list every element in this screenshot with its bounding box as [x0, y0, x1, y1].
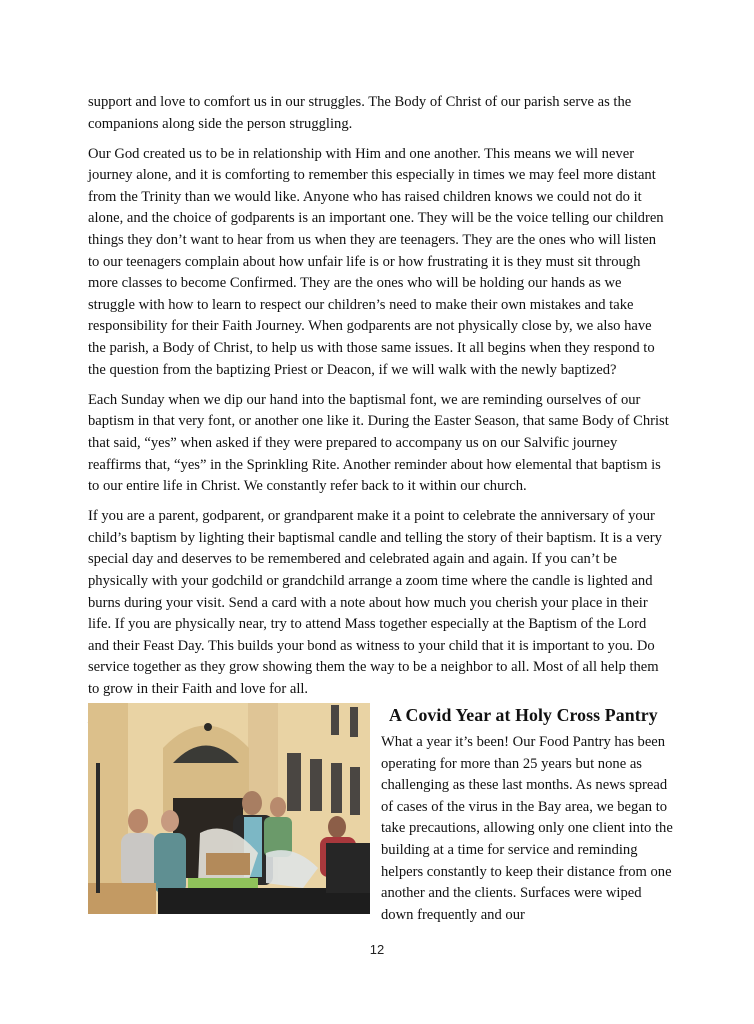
page-number: 12: [369, 942, 385, 957]
window: [350, 767, 360, 815]
person-head: [242, 791, 262, 815]
paragraph: Our God created us to be in relationship with Him and one another. This means we will never journey alone, and it is comforting to remember this especially in times we may feel more distant from the Trinity than we would like. Anyone who has raised children knows we could not do it alone, and the choice of godparents is an important one. They will be the voice telling our children things they don’t want to hear from us when they are teenagers. They are the ones who will listen to our teenagers complain about how unfair life is or how frustrating it is they must sit through more classes to become Confirmed. They are the ones who will be holding our hands as we struggle with how to learn to respect our children’s need to make their own mistakes and take responsibility for their Faith Journey. When godparents are not physically close by, we also have the parish, a Body of Christ, to help us with those same issues. It all begins when they respond to the question from the baptizing Priest or Deacon, if we will walk with the newly baptized?: [88, 145, 664, 378]
article-body: What a year it’s been! Our Food Pantry has been operating for more than 25 years but none as challenging as these last months. As news spread of cases of the virus in the Bay area, we began to take precautions, allowing only one client into the building at a time for service and reminding helpers constantly to keep their distance from one another and the clients. Surfaces were wiped down frequently and our: [381, 734, 673, 923]
paragraph: support and love to comfort us in our struggles. The Body of Christ of our parish serve as the companions along side the person struggling.: [88, 94, 632, 132]
person-head: [128, 809, 148, 833]
person-head: [270, 797, 286, 817]
paragraph: Each Sunday when we dip our hand into the baptismal font, we are reminding ourselves of our baptism in that very font, or another one like it. During the Easter Season, that same Body of Christ that said, “yes” when asked if they were prepared to accompany us on our Salvific journey reaffirms that, “yes” in the Sprinkling Rite. Another reminder about how elemental that baptism is to our entire life in Christ. We constantly refer back to it within our church.: [88, 391, 669, 495]
pantry-volunteers-photo: [88, 703, 370, 914]
lamp: [204, 723, 212, 731]
window: [287, 753, 301, 811]
window: [350, 707, 358, 737]
window: [331, 763, 342, 813]
window: [331, 705, 339, 735]
article-title: A Covid Year at Holy Cross Pantry: [389, 705, 658, 725]
person-head: [161, 810, 179, 832]
person-body: [154, 833, 186, 893]
bread: [206, 853, 250, 875]
article-godparents: [88, 92, 670, 739]
window: [310, 759, 322, 811]
person-head: [328, 816, 346, 838]
photo-illustration: [88, 703, 370, 914]
paragraph: If you are a parent, godparent, or grandparent make it a point to celebrate the anniversary of your child’s baptism by lighting their baptismal candle and telling the story of their baptism. It is a very special day and deserves to be remembered and celebrated again and again. If you can’t be physically with your godchild or grandchild arrange a zoom time where the candle is lighted and burns during your visit. Send a card with a note about how much you cherish your place in their life. If you are physically near, try to attend Mass together especially at the Baptism of the Lord and their Feast Day. This builds your bond as witness to your child that it is important to you. Do service together as they grow showing them the way to be a neighbor to all. Most of all help them to grow in their Faith and love for all.: [88, 508, 662, 697]
hand-truck: [96, 763, 100, 893]
article-pantry: [381, 703, 673, 926]
person-body: [121, 833, 157, 888]
crate-stack: [326, 843, 370, 893]
